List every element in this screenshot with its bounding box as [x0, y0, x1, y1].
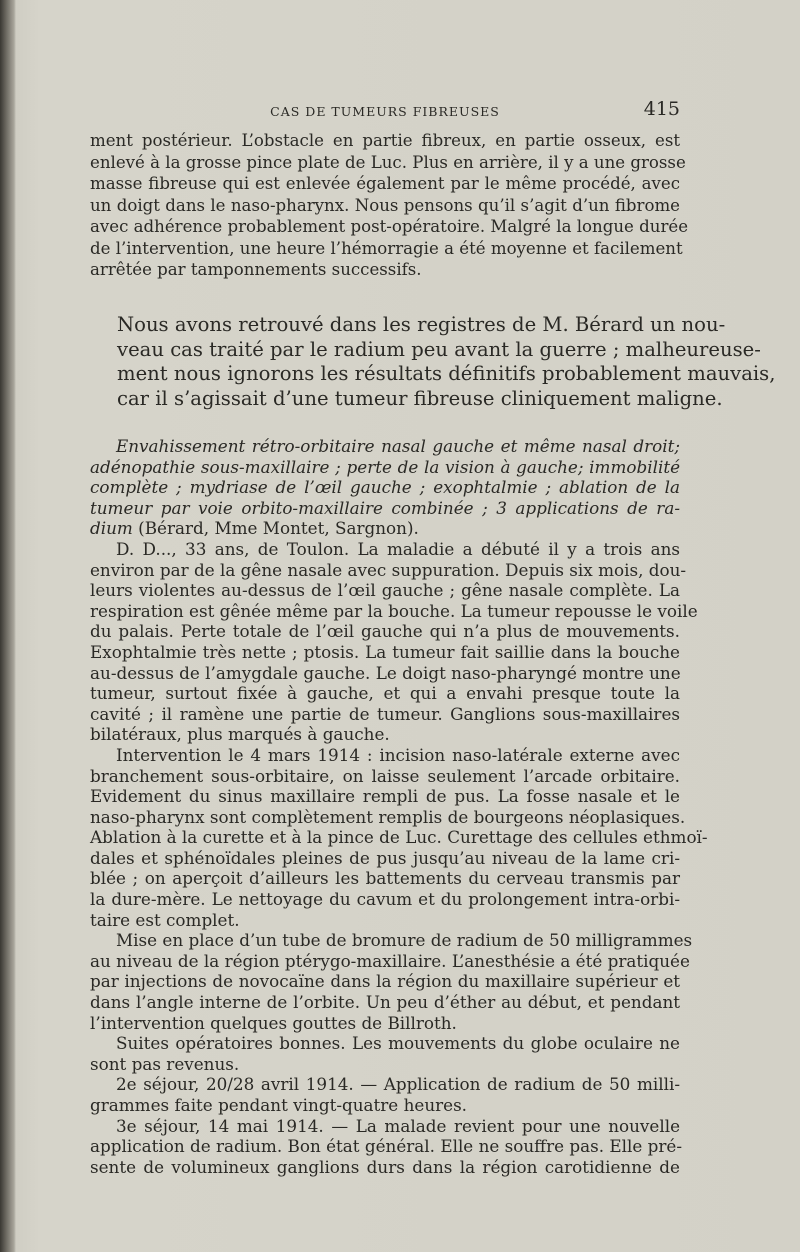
text-line: Exophtalmie très nette ; ptosis. La tumeur fait saillie dans la bouche	[90, 641, 680, 662]
case-title-authors: (Bérard, Mme Montet, Sargnon).	[132, 518, 419, 539]
text-line: blée ; on aperçoit d’ailleurs les battements du cerveau transmis par	[90, 868, 680, 889]
text-line: veau cas traité par le radium peu avant la guerre ; malheureuse-	[117, 337, 761, 361]
text-line: du palais. Perte totale de l’œil gauche qui n’a plus de mouvements.	[90, 621, 680, 642]
text-line: application de radium. Bon état général. Elle ne souffre pas. Elle pré-	[90, 1136, 683, 1157]
text-line: dales et sphénoïdales pleines de pus jusqu’au niveau de la lame cri-	[90, 847, 680, 868]
case-title-line: complète ; mydriase de l’œil gauche ; exophtalmie ; ablation de la	[90, 477, 680, 498]
text-line: sont pas revenus.	[90, 1053, 240, 1074]
text-line: par injections de novocaïne dans la région du maxillaire supérieur et	[90, 971, 680, 992]
text-line: sente de volumineux ganglions durs dans la région carotidienne de	[90, 1156, 680, 1177]
text-line: car il s’agissait d’une tumeur fibreuse cliniquement maligne.	[117, 386, 723, 410]
running-head: CAS DE TUMEURS FIBREUSES	[270, 104, 500, 119]
page-header	[90, 98, 680, 124]
text-line: la dure-mère. Le nettoyage du cavum et du prolongement intra-orbi-	[90, 889, 680, 910]
case-title-last-line	[90, 518, 680, 539]
text-line: branchement sous-orbitaire, on laisse seulement l’arcade orbitaire.	[90, 765, 680, 786]
case-title-italic: dium	[90, 518, 133, 539]
case-report	[90, 436, 708, 1177]
case-title-line: adénopathie sous-maxillaire ; perte de la vision à gauche; immobilité	[90, 456, 680, 477]
text-line: leurs violentes au-dessus de l’œil gauche ; gêne nasale complète. La	[90, 580, 680, 601]
text-line: Evidement du sinus maxillaire rempli de pus. La fosse nasale et le	[90, 786, 680, 807]
text-line: un doigt dans le naso-pharynx. Nous pensons qu’il s’agit d’un fibrome	[90, 195, 680, 215]
text-line: Ablation à la curette et à la pince de Luc. Curettage des cellules ethmoï-	[90, 827, 708, 848]
text-line: de l’intervention, une heure l’hémorragie a été moyenne et facilement	[90, 238, 683, 258]
text-line: ment postérieur. L’obstacle en partie fibreux, en partie osseux, est	[90, 131, 680, 150]
case-title-line: tumeur par voie orbito-maxillaire combinée ; 3 applications de ra-	[90, 497, 680, 518]
text-line: Intervention le 4 mars 1914 : incision naso-latérale externe avec	[116, 744, 680, 765]
text-line: masse fibreuse qui est enlevée également par le même procédé, avec	[90, 174, 680, 193]
text-line: dans l’angle interne de l’orbite. Un peu d’éther au début, et pendant	[90, 992, 680, 1013]
text-line: arrêtée par tamponnements successifs.	[90, 260, 422, 279]
text-line: au-dessus de l’amygdale gauche. Le doigt naso-pharyngé montre une	[90, 662, 681, 683]
text-line: Nous avons retrouvé dans les registres de M. Bérard un nou-	[117, 313, 726, 336]
paragraph-continuation	[90, 130, 689, 281]
text-line: environ par de la gêne nasale avec suppuration. Depuis six mois, dou-	[90, 559, 687, 580]
text-line: Mise en place d’un tube de bromure de radium de 50 milligrammes	[116, 930, 693, 951]
text-line: tumeur, surtout fixée à gauche, et qui a envahi presque toute la	[90, 683, 680, 704]
text-line: naso-pharynx sont complètement remplis de bourgeons néoplasiques.	[90, 806, 686, 827]
paragraph-large	[117, 313, 776, 411]
text-line: D. D..., 33 ans, de Toulon. La maladie a débuté il y a trois ans	[116, 538, 680, 559]
page-number: 415	[643, 98, 680, 120]
text-line: cavité ; il ramène une partie de tumeur. Ganglions sous-maxillaires	[90, 703, 680, 724]
text-line: grammes faite pendant vingt-quatre heures.	[90, 1095, 468, 1115]
text-line: au niveau de la région ptérygo-maxillaire. L’anesthésie a été pratiquée	[90, 950, 690, 971]
text-line: avec adhérence probablement post-opératoire. Malgré la longue durée	[90, 217, 689, 236]
text-line: bilatéraux, plus marqués à gauche.	[90, 724, 390, 745]
text-line: Suites opératoires bonnes. Les mouvements du globe oculaire ne	[116, 1033, 680, 1054]
case-title-line: Envahissement rétro-orbitaire nasal gauche et même nasal droit;	[116, 436, 680, 456]
text-line: ment nous ignorons les résultats définitifs probablement mauvais,	[117, 362, 776, 385]
text-line: enlevé à la grosse pince plate de Luc. Plus en arrière, il y a une grosse	[90, 152, 686, 172]
text-line: respiration est gênée même par la bouche. La tumeur repousse le voile	[90, 600, 698, 621]
text-line: l’intervention quelques gouttes de Billroth.	[90, 1012, 457, 1033]
text-line: taire est complet.	[90, 909, 240, 930]
text-line: 3e séjour, 14 mai 1914. — La malade revient pour une nouvelle	[116, 1115, 680, 1136]
page-binding-shadow	[0, 0, 16, 1252]
text-line: 2e séjour, 20/28 avril 1914. — Application de radium de 50 milli-	[116, 1074, 680, 1095]
